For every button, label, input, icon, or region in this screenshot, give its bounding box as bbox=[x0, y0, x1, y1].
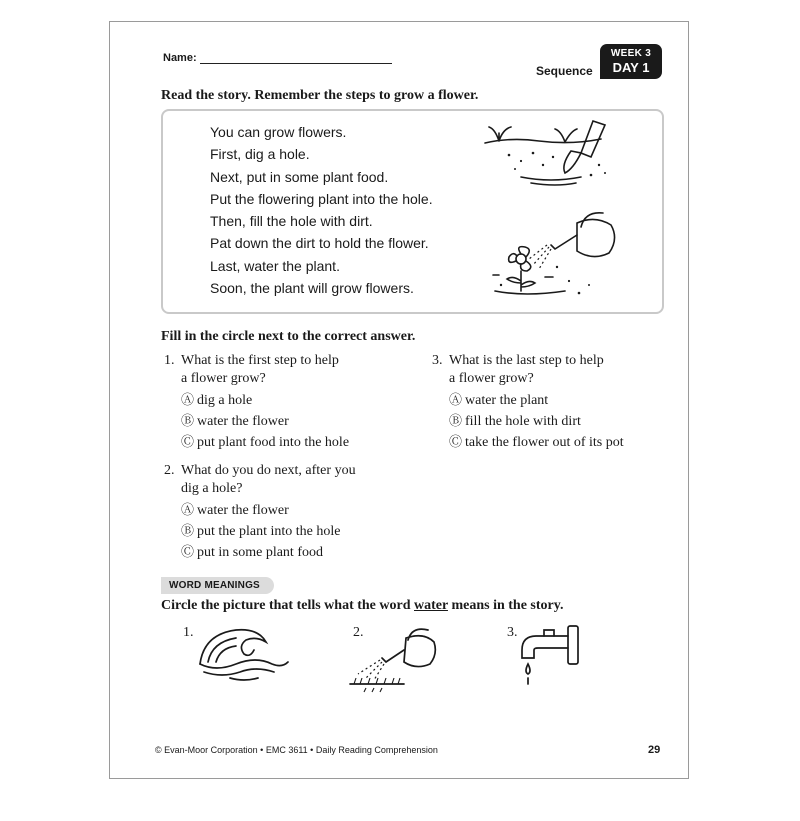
question-2 bbox=[164, 462, 396, 563]
question-1 bbox=[164, 352, 396, 453]
day-label: DAY 1 bbox=[612, 60, 650, 75]
option-bubble[interactable]: Ⓒ bbox=[181, 544, 195, 559]
question-3 bbox=[432, 352, 672, 453]
week-label: WEEK 3 bbox=[610, 48, 652, 59]
answer-option[interactable]: Ⓐ water the flower bbox=[181, 502, 289, 518]
answer-option[interactable]: Ⓒ put plant food into the hole bbox=[181, 434, 350, 450]
story-line: Pat down the dirt to hold the flower. bbox=[210, 235, 429, 252]
questions-instruction: Fill in the circle next to the correct answer. bbox=[161, 329, 416, 344]
choice-number: 3. bbox=[507, 625, 518, 640]
word-meanings-instruction: Circle the picture that tells what the word water means in the story. bbox=[161, 598, 564, 613]
answer-option[interactable]: Ⓑ fill the hole with dirt bbox=[449, 413, 581, 429]
answer-option[interactable]: Ⓐ dig a hole bbox=[181, 392, 253, 408]
option-bubble[interactable]: Ⓐ bbox=[181, 392, 195, 407]
question-number: 2. bbox=[164, 463, 175, 478]
question-stem: What do you do next, after you bbox=[181, 463, 356, 478]
answer-option[interactable]: Ⓒ put in some plant food bbox=[181, 544, 323, 560]
answer-option[interactable]: Ⓒ take the flower out of its pot bbox=[449, 434, 624, 450]
question-stem: What is the last step to help bbox=[449, 353, 604, 368]
answer-option[interactable]: Ⓐ water the plant bbox=[449, 392, 549, 408]
week-day-badge bbox=[600, 44, 662, 79]
page-number: 29 bbox=[648, 744, 661, 756]
name-label: Name: bbox=[163, 52, 197, 64]
question-stem: a flower grow? bbox=[449, 371, 534, 386]
story-line: Then, fill the hole with dirt. bbox=[210, 213, 373, 230]
story-line: Next, put in some plant food. bbox=[210, 168, 389, 185]
worksheet-page bbox=[109, 21, 689, 779]
watering-can-icon[interactable] bbox=[344, 622, 440, 694]
trowel-digging-icon bbox=[481, 117, 617, 189]
story-line: Soon, the plant will grow flowers. bbox=[210, 280, 414, 297]
target-word: water bbox=[414, 598, 448, 613]
option-bubble[interactable]: Ⓒ bbox=[181, 434, 195, 449]
question-number: 1. bbox=[164, 353, 175, 368]
option-bubble[interactable]: Ⓑ bbox=[181, 413, 195, 428]
story-line: Put the flowering plant into the hole. bbox=[210, 190, 433, 207]
word-meanings-tag: WORD MEANINGS bbox=[161, 577, 274, 594]
choice-number: 1. bbox=[183, 625, 194, 640]
question-stem: dig a hole? bbox=[181, 481, 243, 496]
option-bubble[interactable]: Ⓐ bbox=[449, 392, 463, 407]
story-line: First, dig a hole. bbox=[210, 146, 310, 163]
story-box bbox=[161, 109, 664, 314]
ocean-wave-icon[interactable] bbox=[196, 624, 290, 682]
question-number: 3. bbox=[432, 353, 443, 368]
choice-number: 2. bbox=[353, 625, 364, 640]
option-bubble[interactable]: Ⓒ bbox=[449, 434, 463, 449]
story-line: You can grow flowers. bbox=[210, 124, 347, 140]
option-bubble[interactable]: Ⓐ bbox=[181, 502, 195, 517]
option-bubble[interactable]: Ⓑ bbox=[449, 413, 463, 428]
story-instruction: Read the story. Remember the steps to grow a flower. bbox=[161, 88, 479, 103]
question-stem: a flower grow? bbox=[181, 371, 266, 386]
answer-option[interactable]: Ⓑ water the flower bbox=[181, 413, 289, 429]
name-line[interactable] bbox=[200, 63, 392, 64]
footer-credit: © Evan-Moor Corporation • EMC 3611 • Daily Reading Comprehension bbox=[155, 745, 438, 755]
option-bubble[interactable]: Ⓑ bbox=[181, 523, 195, 538]
answer-option[interactable]: Ⓑ put the plant into the hole bbox=[181, 523, 341, 539]
watering-can-flower-icon bbox=[485, 205, 625, 305]
story-text bbox=[210, 121, 433, 299]
faucet-icon[interactable] bbox=[514, 622, 584, 692]
question-stem: What is the first step to help bbox=[181, 353, 339, 368]
story-line: Last, water the plant. bbox=[210, 257, 340, 274]
skill-label: Sequence bbox=[536, 64, 593, 78]
